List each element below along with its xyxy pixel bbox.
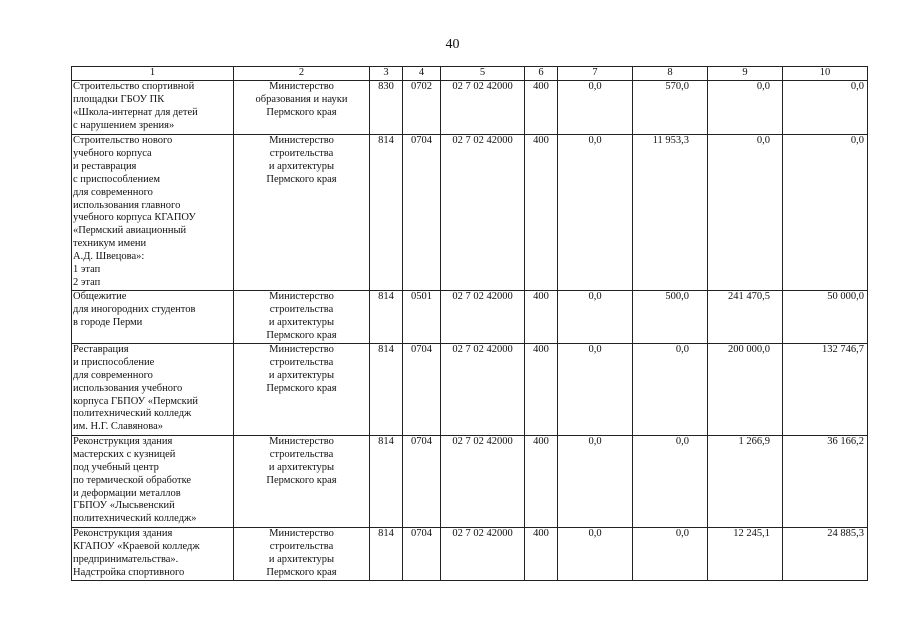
expense-type-cell: 400 [525,435,558,527]
amount-col7-cell: 0,0 [558,527,633,580]
section-code-cell: 0501 [403,290,441,343]
expense-type-cell: 400 [525,81,558,135]
target-article-cell: 02 7 02 42000 [441,290,525,343]
expense-type-cell: 400 [525,290,558,343]
object-name-cell: Строительство нового учебного корпуса и реставрация с приспособлением для современного использования главного учебного корпуса КГАПОУ «Пермский авиационный техникум имени А.Д. Швецова»: 1 этап 2 этап [72,135,234,291]
header-cell-10: 10 [783,67,868,81]
target-article-cell: 02 7 02 42000 [441,343,525,435]
amount-col9-cell: 1 266,9 [708,435,783,527]
section-code-cell: 0702 [403,81,441,135]
header-cell-7: 7 [558,67,633,81]
grbs-code-cell: 814 [370,343,403,435]
amount-col9-cell: 12 245,1 [708,527,783,580]
header-row [72,67,868,81]
amount-col9-cell: 0,0 [708,81,783,135]
amount-col10-cell: 132 746,7 [783,343,868,435]
amount-col7-cell: 0,0 [558,343,633,435]
ministry-cell: Министерство строительства и архитектуры Пермского края [234,343,370,435]
amount-col9-cell: 200 000,0 [708,343,783,435]
ministry-cell: Министерство строительства и архитектуры Пермского края [234,135,370,291]
object-name-cell: Общежитие для иногородних студентов в городе Перми [72,290,234,343]
header-cell-6: 6 [525,67,558,81]
amount-col8-cell: 11 953,3 [633,135,708,291]
expense-type-cell: 400 [525,527,558,580]
section-code-cell: 0704 [403,343,441,435]
header-cell-5: 5 [441,67,525,81]
amount-col8-cell: 570,0 [633,81,708,135]
budget-table [71,66,868,581]
ministry-cell: Министерство строительства и архитектуры Пермского края [234,435,370,527]
target-article-cell: 02 7 02 42000 [441,135,525,291]
grbs-code-cell: 814 [370,290,403,343]
header-cell-4: 4 [403,67,441,81]
object-name-cell: Реконструкция здания КГАПОУ «Краевой колледж предпринимательства». Надстройка спортивного [72,527,234,580]
expense-type-cell: 400 [525,343,558,435]
amount-col8-cell: 0,0 [633,343,708,435]
amount-col7-cell: 0,0 [558,435,633,527]
header-cell-2: 2 [234,67,370,81]
section-code-cell: 0704 [403,527,441,580]
amount-col10-cell: 50 000,0 [783,290,868,343]
table-row [72,135,868,291]
target-article-cell: 02 7 02 42000 [441,81,525,135]
table-row [72,435,868,527]
header-cell-1: 1 [72,67,234,81]
grbs-code-cell: 814 [370,527,403,580]
header-cell-8: 8 [633,67,708,81]
ministry-cell: Министерство образования и науки Пермского края [234,81,370,135]
target-article-cell: 02 7 02 42000 [441,435,525,527]
amount-col10-cell: 24 885,3 [783,527,868,580]
amount-col10-cell: 36 166,2 [783,435,868,527]
amount-col7-cell: 0,0 [558,290,633,343]
amount-col8-cell: 0,0 [633,527,708,580]
section-code-cell: 0704 [403,135,441,291]
header-cell-3: 3 [370,67,403,81]
object-name-cell: Реставрация и приспособление для современного использования учебного корпуса ГБПОУ «Пермский политехнический колледж им. Н.Г. Славянова» [72,343,234,435]
table-row [72,81,868,135]
section-code-cell: 0704 [403,435,441,527]
table-body [72,67,868,581]
page-number: 40 [445,37,460,52]
amount-col8-cell: 500,0 [633,290,708,343]
table-row [72,527,868,580]
amount-col10-cell: 0,0 [783,135,868,291]
expense-type-cell: 400 [525,135,558,291]
table-row [72,290,868,343]
amount-col9-cell: 241 470,5 [708,290,783,343]
ministry-cell: Министерство строительства и архитектуры Пермского края [234,527,370,580]
grbs-code-cell: 814 [370,435,403,527]
header-cell-9: 9 [708,67,783,81]
amount-col9-cell: 0,0 [708,135,783,291]
ministry-cell: Министерство строительства и архитектуры Пермского края [234,290,370,343]
table-row [72,343,868,435]
object-name-cell: Строительство спортивной площадки ГБОУ ПК «Школа-интернат для детей с нарушением зрения» [72,81,234,135]
grbs-code-cell: 830 [370,81,403,135]
grbs-code-cell: 814 [370,135,403,291]
amount-col10-cell: 0,0 [783,81,868,135]
target-article-cell: 02 7 02 42000 [441,527,525,580]
amount-col8-cell: 0,0 [633,435,708,527]
object-name-cell: Реконструкция здания мастерских с кузницей под учебный центр по термической обработке и деформации металлов ГБПОУ «Лысьвенский политехнический колледж» [72,435,234,527]
amount-col7-cell: 0,0 [558,81,633,135]
amount-col7-cell: 0,0 [558,135,633,291]
